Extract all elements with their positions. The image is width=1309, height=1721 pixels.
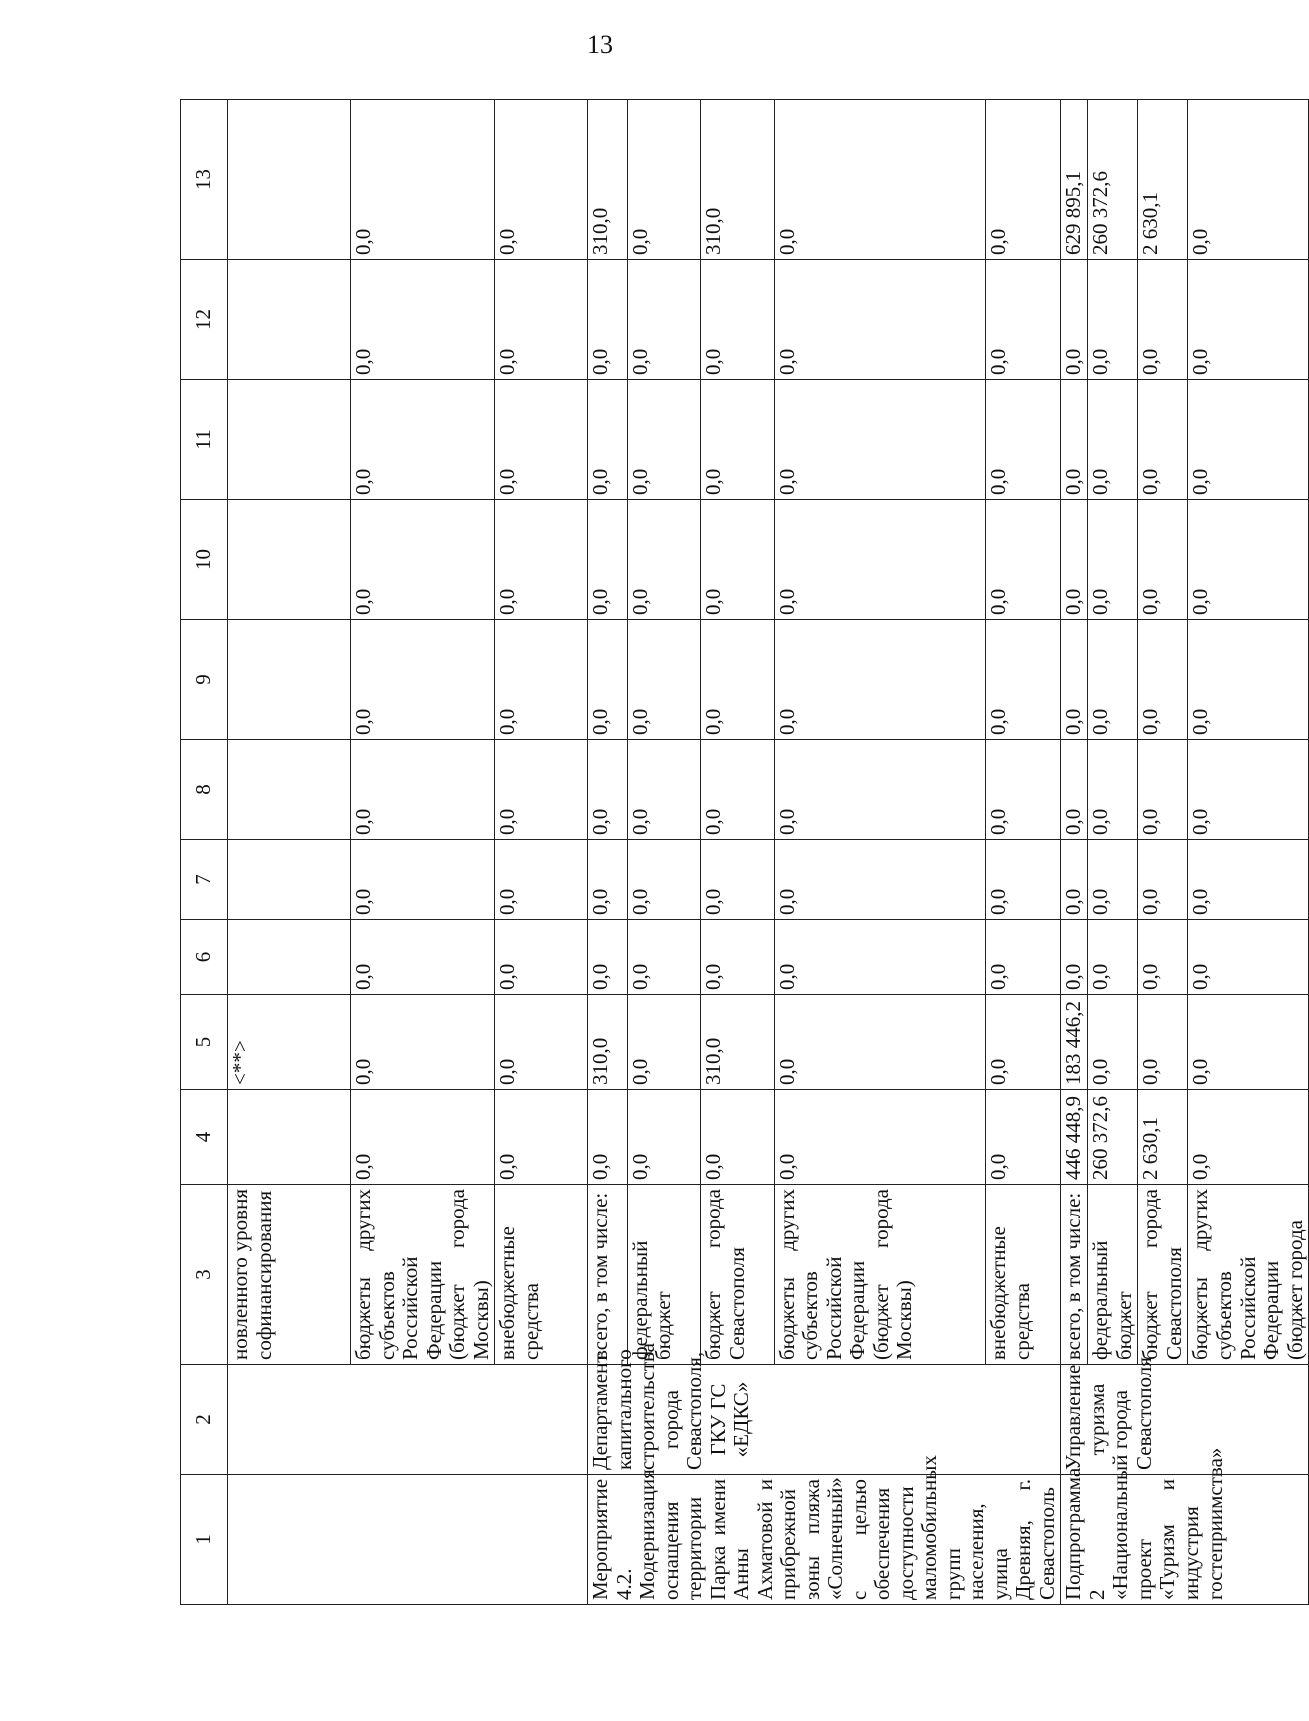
header-cell: 11 <box>181 380 228 500</box>
header-cell: 10 <box>181 500 228 620</box>
value-cell: 0,0 <box>627 500 701 620</box>
table-row <box>588 100 628 1605</box>
value-cell: 0,0 <box>986 100 1061 260</box>
header-cell: 1 <box>181 1475 228 1605</box>
value-cell: 0,0 <box>351 740 495 840</box>
value-cell: 260 372,6 <box>1088 1090 1138 1185</box>
value-cell: 0,0 <box>1138 995 1188 1090</box>
value-cell: 0,0 <box>1138 500 1188 620</box>
header-cell: 5 <box>181 995 228 1090</box>
value-cell: 0,0 <box>701 920 775 995</box>
table-row <box>1061 100 1088 1605</box>
measure-name-cell: Мероприятие 4.2. Модернизация оснащения территории Парка имени Анны Ахматовой и прибрежной зоны пляжа «Солнечный» с целью обеспечения доступности маломобильных групп населения, улица Древняя, г. Севастополь <box>588 1475 1061 1605</box>
value-cell: 0,0 <box>351 380 495 500</box>
header-cell: 8 <box>181 740 228 840</box>
value-cell: 0,0 <box>1061 380 1088 500</box>
value-cell: 0,0 <box>701 380 775 500</box>
value-cell: 0,0 <box>774 500 986 620</box>
value-cell: 0,0 <box>1188 380 1309 500</box>
header-cell: 3 <box>181 1185 228 1365</box>
subprogram-name-cell: Подпрограмма 2 «Национальный проект «Туризм и индустрия гостеприимства» <box>1061 1475 1309 1605</box>
cell-empty <box>228 1475 588 1605</box>
value-cell: 0,0 <box>1088 260 1138 380</box>
value-cell <box>228 260 351 380</box>
executor-cell: Департамент капитального строительства города Севастополя, ГКУ ГС «ЕДКС» <box>588 1365 1061 1475</box>
executor-cell: Управление туризма города Севастополя <box>1061 1365 1309 1475</box>
value-cell: 0,0 <box>1188 995 1309 1090</box>
value-cell: 0,0 <box>495 500 588 620</box>
value-cell: 310,0 <box>588 100 628 260</box>
value-cell: 0,0 <box>495 380 588 500</box>
value-cell: 0,0 <box>1138 380 1188 500</box>
value-cell: 0,0 <box>495 100 588 260</box>
value-cell: 0,0 <box>1061 500 1088 620</box>
value-cell: 0,0 <box>986 620 1061 740</box>
value-cell: 0,0 <box>774 920 986 995</box>
value-cell: 0,0 <box>774 100 986 260</box>
value-cell: 0,0 <box>351 260 495 380</box>
value-cell: 0,0 <box>351 620 495 740</box>
value-cell <box>228 920 351 995</box>
value-cell: 0,0 <box>1088 740 1138 840</box>
value-cell: 0,0 <box>351 840 495 920</box>
value-cell <box>228 740 351 840</box>
value-cell: 0,0 <box>588 840 628 920</box>
value-cell: 0,0 <box>495 920 588 995</box>
source-cell: бюджеты других субъектов Российской Федерации (бюджет города <box>1188 1185 1309 1365</box>
value-cell: 0,0 <box>1138 620 1188 740</box>
source-cell: внебюджетные средства <box>986 1185 1061 1365</box>
value-cell: 0,0 <box>1088 620 1138 740</box>
value-cell: 0,0 <box>1061 740 1088 840</box>
value-cell: 0,0 <box>1088 995 1138 1090</box>
value-cell: 0,0 <box>351 995 495 1090</box>
value-cell: 0,0 <box>986 500 1061 620</box>
value-cell: 0,0 <box>774 620 986 740</box>
value-cell: 0,0 <box>1061 260 1088 380</box>
value-cell: 2 630,1 <box>1138 100 1188 260</box>
value-cell: 0,0 <box>986 995 1061 1090</box>
header-cell: 9 <box>181 620 228 740</box>
value-cell: 0,0 <box>627 740 701 840</box>
value-cell: 0,0 <box>986 840 1061 920</box>
value-cell: 0,0 <box>588 920 628 995</box>
value-cell: 0,0 <box>701 620 775 740</box>
value-cell: 0,0 <box>495 1090 588 1185</box>
value-cell: 2 630,1 <box>1138 1090 1188 1185</box>
source-cell: федеральный бюджет <box>627 1185 701 1365</box>
value-cell: 0,0 <box>701 1090 775 1185</box>
value-cell: 0,0 <box>495 995 588 1090</box>
source-cell: внебюджетные средства <box>495 1185 588 1365</box>
value-cell: 0,0 <box>1138 920 1188 995</box>
value-cell: 0,0 <box>1088 380 1138 500</box>
value-cell: 183 446,2 <box>1061 995 1088 1090</box>
value-cell: <**> <box>228 995 351 1090</box>
value-cell: 0,0 <box>627 840 701 920</box>
value-cell: 629 895,1 <box>1061 100 1088 260</box>
header-row <box>181 100 228 1605</box>
rotated-table-wrapper <box>180 100 1307 1605</box>
value-cell: 0,0 <box>1188 260 1309 380</box>
table-row <box>228 100 351 1605</box>
value-cell: 0,0 <box>1088 920 1138 995</box>
value-cell <box>228 1090 351 1185</box>
header-cell: 2 <box>181 1365 228 1475</box>
value-cell: 0,0 <box>1138 740 1188 840</box>
cell-empty <box>228 1365 588 1475</box>
value-cell <box>228 840 351 920</box>
source-cell: бюджеты других субъектов Российской Федерации (бюджет города Москвы) <box>351 1185 495 1365</box>
value-cell: 0,0 <box>1088 500 1138 620</box>
value-cell: 0,0 <box>588 380 628 500</box>
value-cell: 0,0 <box>627 920 701 995</box>
source-cell: бюджеты других субъектов Российской Федерации (бюджет города Москвы) <box>774 1185 986 1365</box>
funding-table <box>180 99 1309 1605</box>
value-cell: 310,0 <box>588 995 628 1090</box>
value-cell: 0,0 <box>588 620 628 740</box>
value-cell: 0,0 <box>1188 620 1309 740</box>
value-cell: 0,0 <box>495 840 588 920</box>
value-cell <box>228 380 351 500</box>
value-cell: 260 372,6 <box>1088 100 1138 260</box>
value-cell: 0,0 <box>351 500 495 620</box>
value-cell: 0,0 <box>627 100 701 260</box>
value-cell: 0,0 <box>774 380 986 500</box>
value-cell: 0,0 <box>986 260 1061 380</box>
header-cell: 12 <box>181 260 228 380</box>
value-cell: 0,0 <box>986 380 1061 500</box>
value-cell: 0,0 <box>774 260 986 380</box>
value-cell: 0,0 <box>627 995 701 1090</box>
value-cell: 0,0 <box>1188 740 1309 840</box>
header-cell: 13 <box>181 100 228 260</box>
page-number: 13 <box>587 30 613 59</box>
value-cell: 0,0 <box>1061 920 1088 995</box>
value-cell: 0,0 <box>627 620 701 740</box>
value-cell: 0,0 <box>588 1090 628 1185</box>
value-cell: 0,0 <box>1088 840 1138 920</box>
value-cell: 0,0 <box>1188 100 1309 260</box>
value-cell: 0,0 <box>701 740 775 840</box>
value-cell: 0,0 <box>701 500 775 620</box>
value-cell: 0,0 <box>627 260 701 380</box>
value-cell: 0,0 <box>1138 260 1188 380</box>
value-cell: 0,0 <box>588 500 628 620</box>
value-cell: 0,0 <box>774 840 986 920</box>
value-cell: 310,0 <box>701 100 775 260</box>
value-cell: 0,0 <box>1188 920 1309 995</box>
value-cell: 446 448,9 <box>1061 1090 1088 1185</box>
value-cell: 0,0 <box>1061 620 1088 740</box>
value-cell: 0,0 <box>701 840 775 920</box>
value-cell: 0,0 <box>774 995 986 1090</box>
value-cell <box>228 500 351 620</box>
value-cell: 0,0 <box>627 1090 701 1185</box>
header-cell: 6 <box>181 920 228 995</box>
header-cell: 4 <box>181 1090 228 1185</box>
value-cell: 0,0 <box>588 740 628 840</box>
value-cell: 0,0 <box>495 740 588 840</box>
value-cell <box>228 100 351 260</box>
value-cell: 0,0 <box>627 380 701 500</box>
value-cell: 0,0 <box>351 1090 495 1185</box>
value-cell: 0,0 <box>1138 840 1188 920</box>
value-cell: 0,0 <box>588 260 628 380</box>
value-cell: 0,0 <box>986 740 1061 840</box>
value-cell: 310,0 <box>701 995 775 1090</box>
value-cell: 0,0 <box>986 920 1061 995</box>
value-cell: 0,0 <box>1188 1090 1309 1185</box>
value-cell: 0,0 <box>351 100 495 260</box>
value-cell: 0,0 <box>774 1090 986 1185</box>
value-cell: 0,0 <box>1188 500 1309 620</box>
value-cell: 0,0 <box>774 740 986 840</box>
value-cell: 0,0 <box>495 620 588 740</box>
source-cell: бюджет города Севастополя <box>1138 1185 1188 1365</box>
source-cell: всего, в том числе: <box>588 1185 628 1365</box>
source-cell: бюджет города Севастополя <box>701 1185 775 1365</box>
value-cell: 0,0 <box>1061 840 1088 920</box>
value-cell: 0,0 <box>986 1090 1061 1185</box>
value-cell <box>228 620 351 740</box>
source-cell: всего, в том числе: <box>1061 1185 1088 1365</box>
header-cell: 7 <box>181 840 228 920</box>
value-cell: 0,0 <box>1188 840 1309 920</box>
value-cell: 0,0 <box>495 260 588 380</box>
value-cell: 0,0 <box>701 260 775 380</box>
source-cell: новленного уровня софинансирования <box>228 1185 351 1365</box>
source-cell: федеральный бюджет <box>1088 1185 1138 1365</box>
value-cell: 0,0 <box>351 920 495 995</box>
